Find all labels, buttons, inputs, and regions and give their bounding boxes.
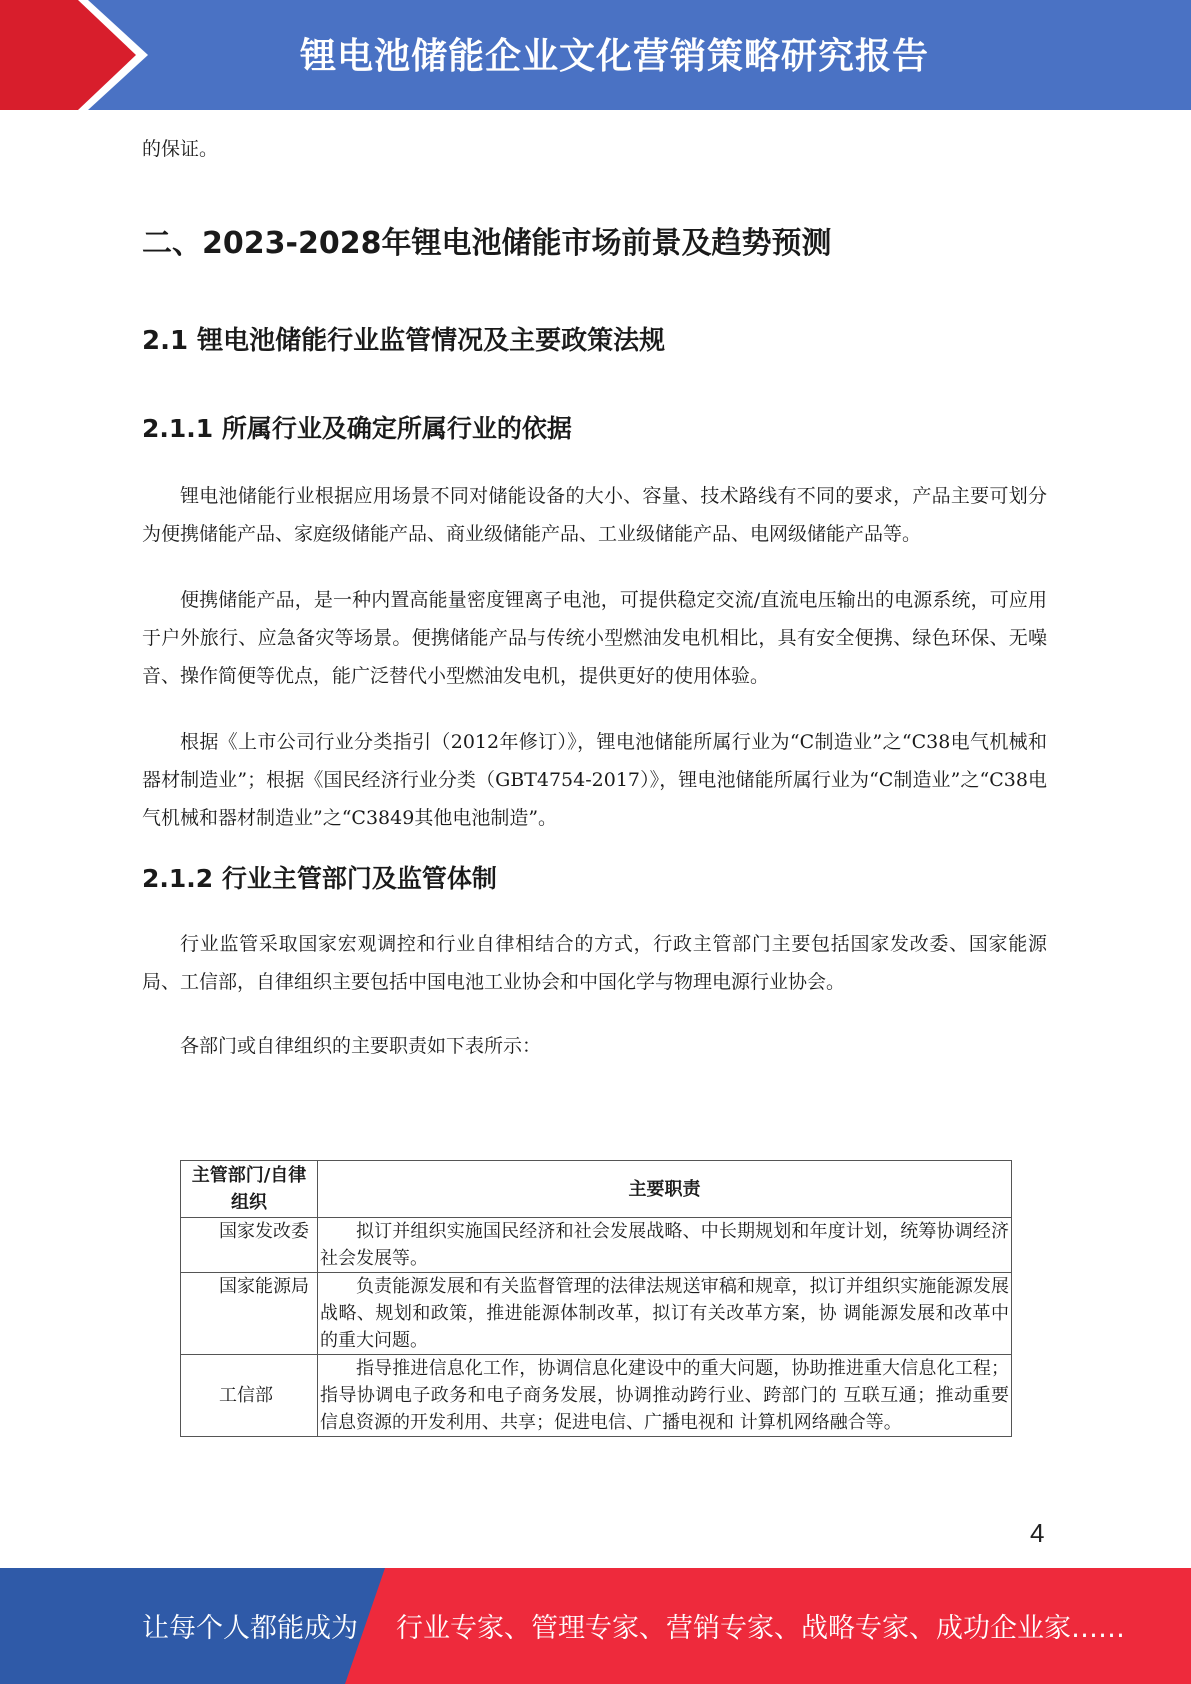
table-cell-dept: 工信部 [181,1355,318,1437]
header-banner [0,0,1191,110]
table-row [181,1273,1012,1355]
paragraph-table-intro: 各部门或自律组织的主要职责如下表所示： [180,1035,542,1057]
table-cell-dept: 国家发改委 [181,1218,318,1273]
table-row [181,1355,1012,1437]
footer-slogan-left: 让每个人都能成为 [142,1613,358,1644]
table-row [181,1218,1012,1273]
subsection-heading-2-1-2: 2.1.2 行业主管部门及监管体制 [142,864,497,893]
report-title: 锂电池储能企业文化营销策略研究报告 [300,36,930,77]
subsection-heading-2-1: 2.1 锂电池储能行业监管情况及主要政策法规 [142,326,666,356]
section-heading-2: 二、2023-2028年锂电池储能市场前景及趋势预测 [142,226,832,261]
paragraph-regulatory-system: 行业监管采取国家宏观调控和行业自律相结合的方式，行政主管部门主要包括国家发改委、国家能源局、工信部，自律组织主要包括中国电池工业协会和中国化学与物理电源行业协会。 [142,933,1047,993]
paragraph-storage-categories: 锂电池储能行业根据应用场景不同对储能设备的大小、容量、技术路线有不同的要求，产品主要可划分为便携储能产品、家庭级储能产品、商业级储能产品、工业级储能产品、电网级储能产品等。 [142,485,1047,545]
table-cell-duty: 拟订并组织实施国民经济和社会发展战略、中长期规划和年度计划，统筹协调经济社会发展等。 [318,1218,1012,1273]
paragraph-portable-storage: 便携储能产品，是一种内置高能量密度锂离子电池，可提供稳定交流/直流电压输出的电源系统，可应用于户外旅行、应急备灾等场景。便携储能产品与传统小型燃油发电机相比，具有安全便携、绿色环保、无噪音、操作简便等优点，能广泛替代小型燃油发电机，提供更好的使用体验。 [142,589,1047,687]
header-arrow-decoration [0,0,150,110]
paragraph-continued: 的保证。 [142,138,219,160]
footer-banner [0,1568,1191,1684]
page-number: 4 [1030,1518,1045,1548]
paragraph-industry-classification: 根据《上市公司行业分类指引（2012年修订）》，锂电池储能所属行业为“C制造业”之“C38电气机械和器材制造业”；根据《国民经济行业分类（GBT4754-2017）》，锂电池储能所属行业为“C制造业”之“C38电气机械和器材制造业”之“C3849其他电池制造”。 [142,731,1047,829]
table-header-row [181,1161,1012,1218]
subsection-heading-2-1-1: 2.1.1 所属行业及确定所属行业的依据 [142,414,572,443]
table-cell-duty: 指导推进信息化工作，协调信息化建设中的重大问题，协助推进重大信息化工程；指导协调电子政务和电子商务发展，协调推动跨行业、跨部门的 互联互通；推动重要信息资源的开发利用、共享；促进电信、广播电视和 计算机网络融合等。 [318,1355,1012,1437]
document-body [142,130,1047,1065]
regulator-duties-table [180,1160,1012,1437]
table-header-duty: 主要职责 [318,1161,1012,1218]
table-header-dept: 主管部门/自律组织 [181,1161,318,1218]
table-cell-dept: 国家能源局 [181,1273,318,1355]
footer-slogan-right: 行业专家、管理专家、营销专家、战略专家、成功企业家…… [396,1613,1125,1644]
table-cell-duty: 负责能源发展和有关监督管理的法律法规送审稿和规章，拟订并组织实施能源发展战略、规划和政策，推进能源体制改革，拟订有关改革方案，协 调能源发展和改革中的重大问题。 [318,1273,1012,1355]
